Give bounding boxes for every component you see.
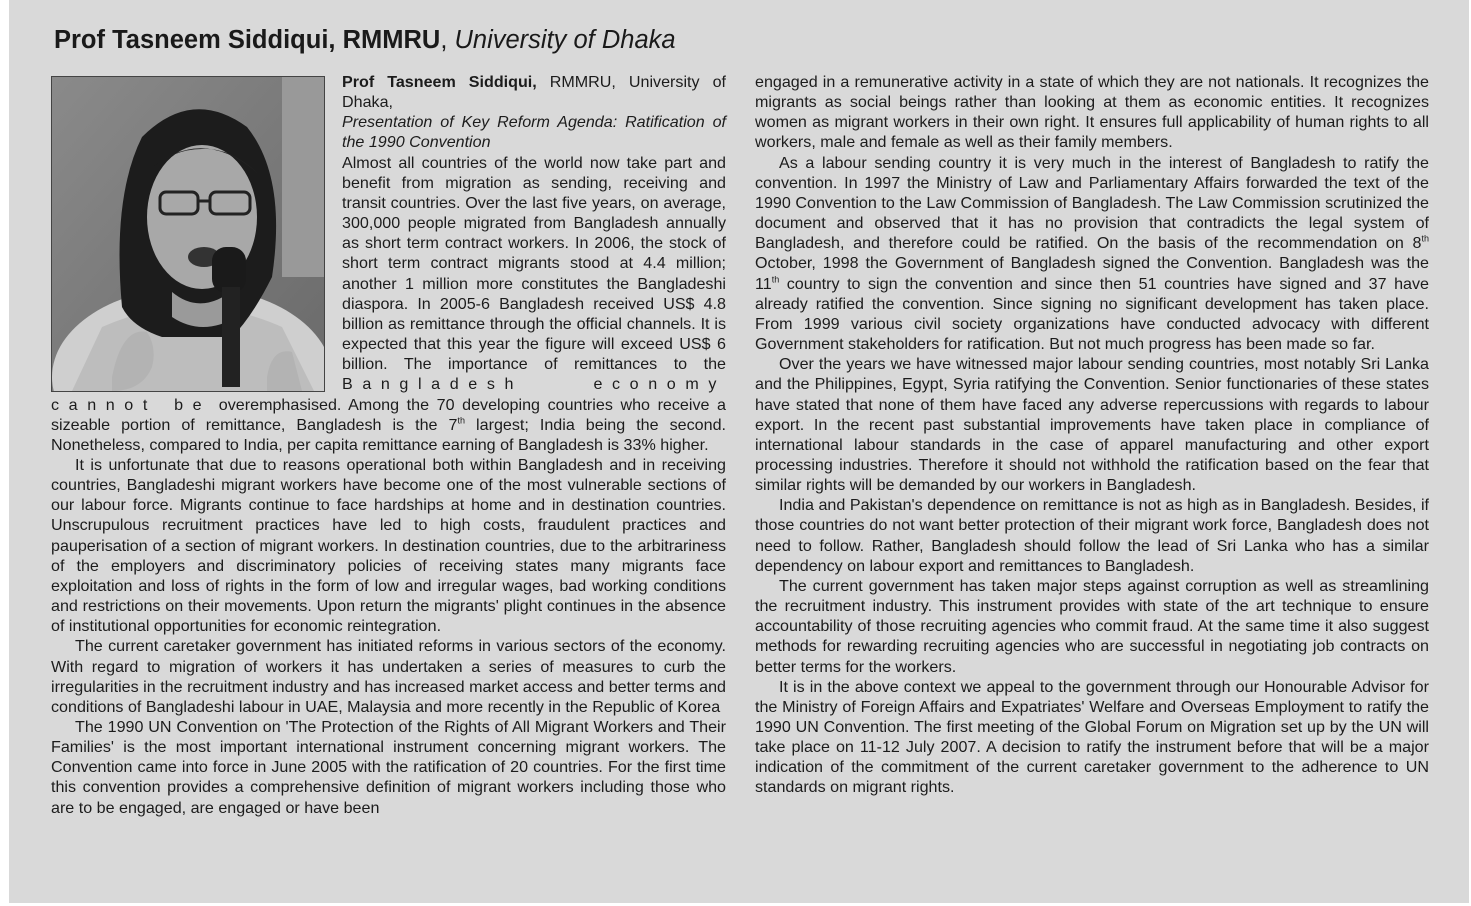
paragraph-1-spaced-text: Bangladesh economy cannot be [51,375,726,414]
paragraph-1-text-c: largest; India being the second. Nonetheless, compared to India, per capita remittance earning of Bangladesh is 33% higher. [51,415,726,454]
paragraph-6-text-a: As a labour sending country it is very much in the interest of Bangladesh to ratify the convention. In 1997 the Ministry of Law and Parliamentary Affairs forwarded the text of the 1990 Convention to the Law Commission of Bangladesh. The Law Commission scrutinized the document and observed that it has no provision that contradicts the legal system of Bangladesh, and therefore could be ratified. On the basis of the recommendation on 8 [755,153,1429,253]
paragraph-1-text-b: overemphasised. Among the 70 developing countries who receive a sizeable portion of remittance, Bangladesh is the 7 [51,395,727,434]
document-page [9,0,1469,903]
paragraph-6-text-c: country to sign the convention and since then 51 countries have signed and 37 have already ratified the convention. Since signing no significant development has taken place. From 1999 various civil society organizations have conducted advocacy with different Government stakeholders for ratification. But not much progress has been made so far. [755,274,1429,354]
page-title [54,24,676,56]
presentation-title: Presentation of Key Reform Agenda: Ratification of the 1990 Convention [342,113,726,152]
title-separator: , [440,26,455,54]
paragraph-10: It is in the above context we appeal to the government through our Honourable Advisor for the Ministry of Foreign Affairs and Expatriates' Welfare and Overseas Employment to ratify the 1990 UN Convention. The first meeting of the Global Forum on Migration set up by the UN will take place on 11-12 July 2007. A decision to ratify the instrument before that will be a major indication of the commitment of the current caretaker government to the adherence to UN standards on migrant rights. [755,677,1429,797]
title-affiliation: University of Dhaka [454,26,676,54]
byline-name: Prof Tasneem Siddiqui, [342,73,537,91]
portrait-speaker-with-microphone-icon [52,77,324,391]
paragraph-4: The 1990 UN Convention on 'The Protection of the Rights of All Migrant Workers and Their Families' is the most important international instrument concerning migrant workers. The Convention came into force in June 2005 with the ratification of 20 countries. For the first time this convention provides a comprehensive definition of migrant workers including those who are to be engaged, are engaged or have been [51,718,726,817]
paragraph-1-text-a: Almost all countries of the world now take part and benefit from migration as sending, receiving and transit countries. Over the last five years, on average, 300,000 people migrated from Bangladesh annually as short term contract workers. In 2006, the stock of short term contract migrants stood at 4.4 million; another 1 million more constitutes the Bangladeshi diaspora. In 2005-6 Bangladesh received US$ 4.8 billion as remittance through the official channels. It is expected that this year the figure will exceed US$ 6 billion. The importance of remittances to the [342,153,726,374]
paragraph-5: engaged in a remunerative activity in a state of which they are not nationals. It recognizes the migrants as social beings rather than looking at them as economic entities. It recognizes women as migrant workers in their own right. It ensures full applicability of human rights to all workers, male and female as well as their family members. [755,73,1429,152]
paragraph-8: India and Pakistan's dependence on remittance is not as high as in Bangladesh. Besides, if those countries do not want better protection of their migrant work force, Bangladesh does not need to follow. Rather, Bangladesh should follow the lead of Sri Lanka who has a similar dependency on labour export and remittances to Bangladesh. [755,496,1429,575]
byline-affiliation: RMMRU, University of Dhaka, [342,73,726,112]
paragraph-6-text-b: October, 1998 the Government of Bangladesh signed the Convention. Bangladesh was the 11 [755,254,1429,293]
paragraph-6 [755,153,1429,355]
paragraph-3: The current caretaker government has initiated reforms in various sectors of the economy. With regard to migration of workers it has undertaken a series of measures to curb the irregularities in the recruitment industry and has increased market access and better terms and conditions of Bangladeshi labour in UAE, Malaysia and more recently in the Republic of Korea [51,637,726,716]
right-column [755,72,1429,798]
paragraph-6-superscript-2: th [771,274,780,285]
left-column [51,72,726,818]
paragraph-2: It is unfortunate that due to reasons operational both within Bangladesh and in receiving countries, Bangladeshi migrant workers have become one of the most vulnerable sections of our labour force. Migrants continue to face hardships at home and in destination countries. Unscrupulous recruitment practices have led to high costs, fraudulent practices and pauperisation of a section of migrant workers. In destination countries, due to the arbitrariness of the employers and discriminatory policies of receiving states many migrants face exploitation and loss of rights in the form of low and irregular wages, bad working conditions and restrictions on their movements. Upon return the migrants' plight continues in the absence of institutional opportunities for economic reintegration. [51,455,726,636]
title-name: Prof Tasneem Siddiqui, RMMRU [54,26,441,54]
speaker-photo [51,76,325,392]
paragraph-1-superscript: th [457,415,466,426]
paragraph-9: The current government has taken major steps against corruption as well as streamlining the recruitment industry. This instrument provides with state of the art technique to ensure accountability of those recruiting agencies who commit fraud. At the same time it also suggest methods for rewarding recruiting agencies who are successful in negotiating job contracts on better terms for the workers. [755,576,1429,676]
paragraph-7: Over the years we have witnessed major labour sending countries, most notably Sri Lanka and the Philippines, Egypt, Syria ratifying the Convention. Senior functionaries of these states have stated that none of them have faced any adverse repercussions with regards to labour export. In the recent past substantial improvements have taken place in compliance of international labour standards in the case of apparel manufacturing and other export processing industries. Therefore it should not withhold the ratification based on the fear that similar rights will be demanded by our workers in Bangladesh. [755,355,1429,495]
paragraph-6-superscript-1: th [1421,233,1429,244]
